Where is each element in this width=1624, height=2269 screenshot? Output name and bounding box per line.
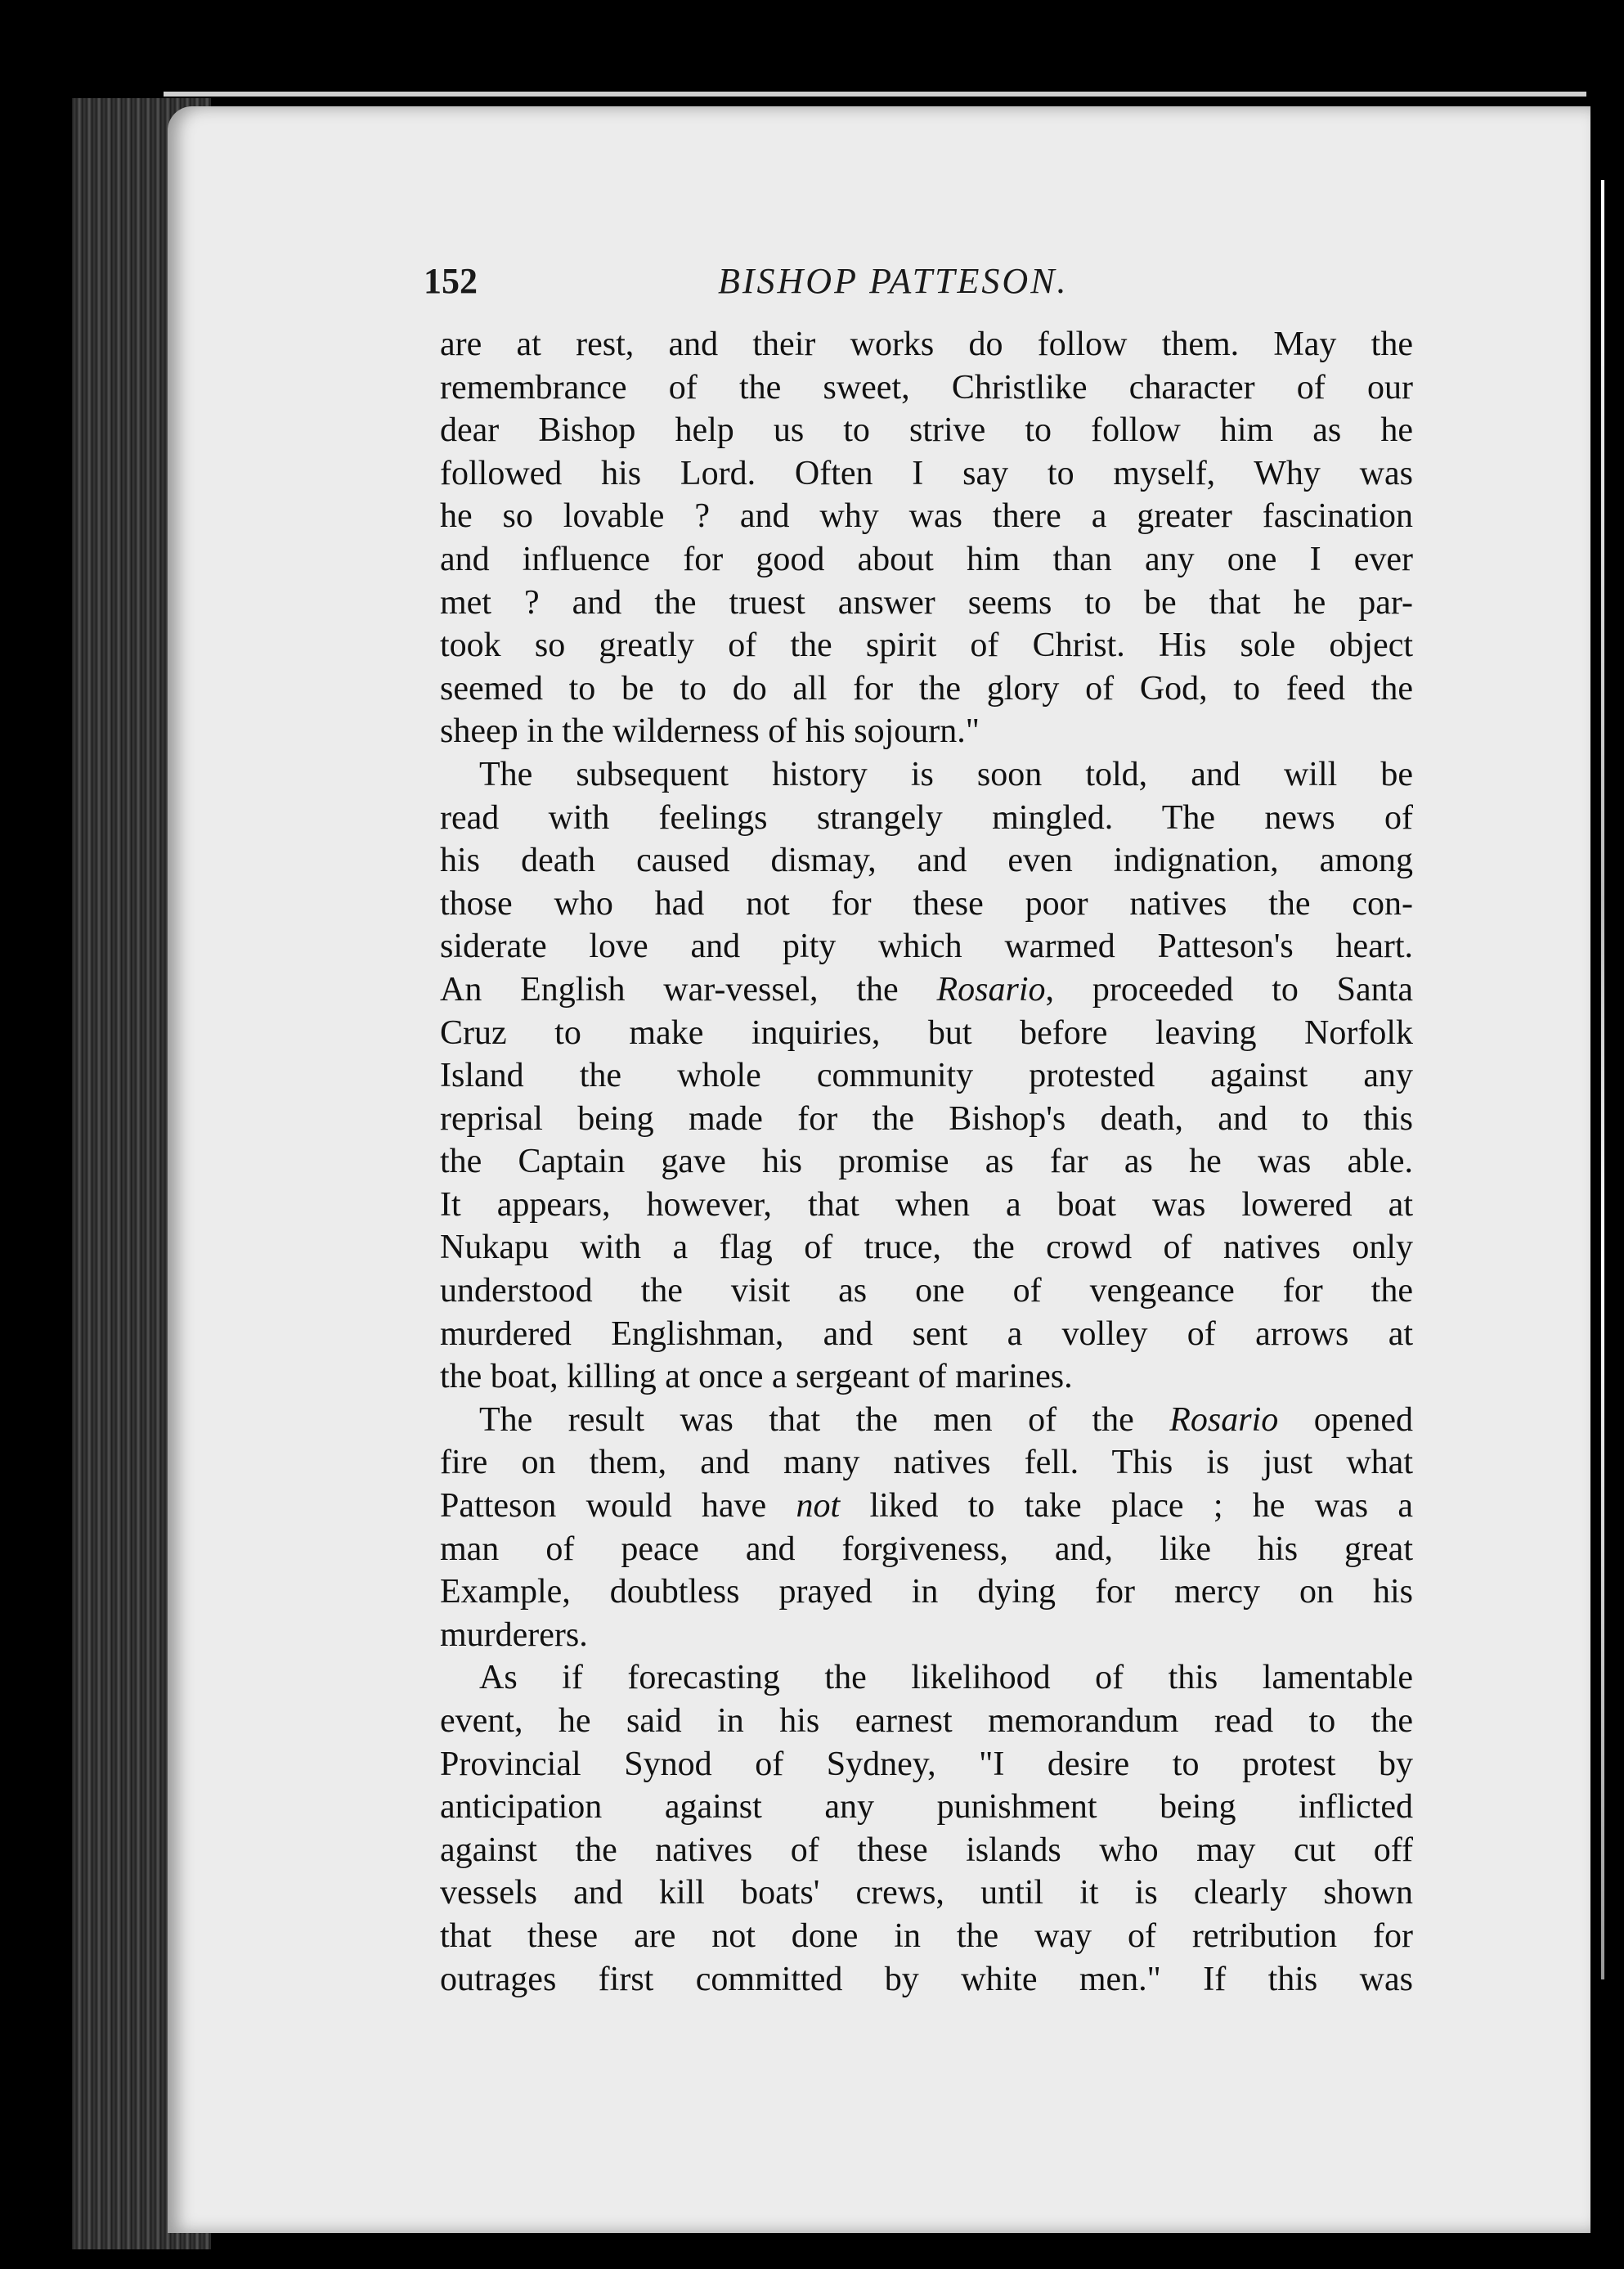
- text-line: murdered Englishman, and sent a volley of arrows at: [440, 1314, 1413, 1353]
- text-line: the Captain gave his promise as far as he was able.: [440, 1143, 1413, 1181]
- text-line: anticipation against any punishment being inflicted: [440, 1788, 1413, 1826]
- text-line: The subsequent history is soon told, and will be: [479, 755, 1413, 793]
- text-line: seemed to be to do all for the glory of God, to feed the: [440, 669, 1413, 708]
- text-line: dear Bishop help us to strive to follow him as he: [440, 411, 1413, 450]
- text-line: Nukapu with a flag of truce, the crowd of natives only: [440, 1229, 1413, 1267]
- text-line: Island the whole community protested against any: [440, 1057, 1413, 1095]
- text-line: event, he said in his earnest memorandum read to the: [440, 1702, 1413, 1740]
- page-number: 152: [424, 261, 478, 301]
- text-line: his death caused dismay, and even indignation, among: [440, 842, 1413, 880]
- text-line: reprisal being made for the Bishop's death, and to this: [440, 1099, 1413, 1138]
- page-right-edge: [1601, 180, 1604, 1979]
- text-line: those who had not for these poor natives the con-: [440, 884, 1413, 923]
- text-line: As if forecasting the likelihood of this lamentable: [479, 1659, 1413, 1697]
- text-line: It appears, however, that when a boat was lowered at: [440, 1185, 1413, 1224]
- page-top-edge: [164, 92, 1586, 97]
- text-line: took so greatly of the spirit of Christ. His sole object: [440, 627, 1413, 665]
- text-line: man of peace and forgiveness, and, like his great: [440, 1530, 1413, 1568]
- text-line: outrages first committed by white men." If this was: [440, 1960, 1413, 1998]
- text-line: The result was that the men of the Rosario opened: [479, 1400, 1413, 1439]
- text-line: remembrance of the sweet, Christlike character of our: [440, 368, 1413, 407]
- page-header: [424, 260, 1413, 309]
- text-line: met ? and the truest answer seems to be that he par-: [440, 583, 1413, 622]
- text-line: read with feelings strangely mingled. The news of: [440, 798, 1413, 837]
- text-line: followed his Lord. Often I say to myself, Why was: [440, 454, 1413, 492]
- body-text: [440, 323, 1413, 2001]
- text-line: are at rest, and their works do follow them. May the: [440, 326, 1413, 363]
- text-line: murderers.: [440, 1615, 588, 1654]
- text-line: against the natives of these islands who may cut off: [440, 1831, 1413, 1869]
- text-line: An English war-vessel, the Rosario, proceeded to Santa: [440, 970, 1413, 1009]
- text-line: siderate love and pity which warmed Patteson's heart.: [440, 928, 1413, 966]
- text-line: Example, doubtless prayed in dying for mercy on his: [440, 1573, 1413, 1611]
- text-line: the boat, killing at once a sergeant of marines.: [440, 1358, 1073, 1396]
- text-line: that these are not done in the way of retribution for: [440, 1916, 1413, 1955]
- text-line: sheep in the wilderness of his sojourn.": [440, 712, 980, 751]
- text-line: and influence for good about him than any one I ever: [440, 540, 1413, 578]
- text-line: Cruz to make inquiries, but before leaving Norfolk: [440, 1013, 1413, 1052]
- text-line: fire on them, and many natives fell. This is just what: [440, 1444, 1413, 1482]
- text-line: understood the visit as one of vengeance for the: [440, 1272, 1413, 1310]
- text-line: vessels and kill boats' crews, until it is clearly shown: [440, 1874, 1413, 1912]
- text-line: he so lovable ? and why was there a greater fascination: [440, 497, 1413, 536]
- text-line: Provincial Synod of Sydney, "I desire to protest by: [440, 1745, 1413, 1783]
- running-title: BISHOP PATTESON.: [718, 261, 1069, 301]
- text-line: Patteson would have not liked to take place ; he was a: [440, 1487, 1413, 1525]
